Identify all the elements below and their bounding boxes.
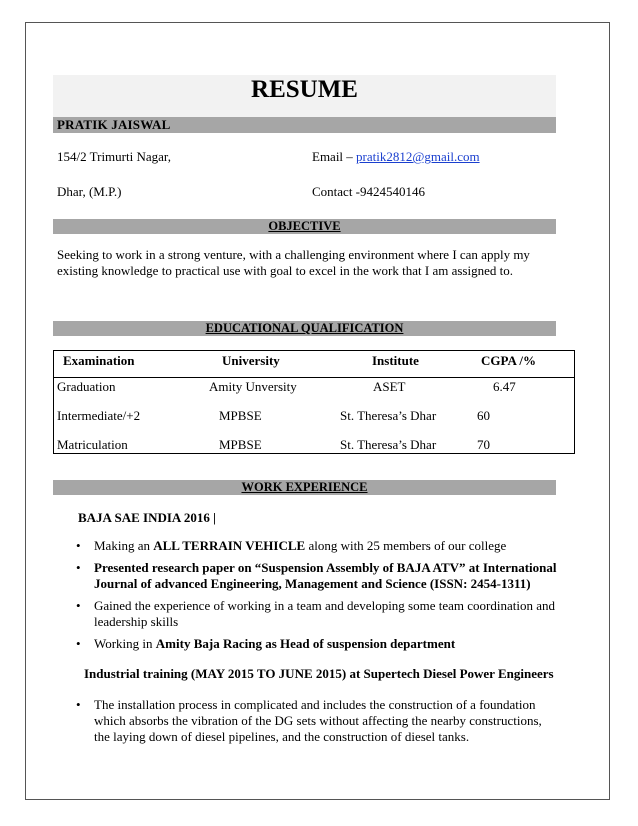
resume-title: RESUME	[251, 76, 358, 103]
table-cell: MPBSE	[219, 408, 262, 423]
table-cell: 70	[477, 437, 490, 452]
bullet-icon: •	[76, 560, 81, 575]
table-header-divider	[53, 377, 575, 378]
list-item: • Making an ALL TERRAIN VEHICLE along with 25 members of our college	[76, 538, 507, 553]
list-item: • Working in Amity Baja Racing as Head of suspension department	[76, 636, 456, 651]
table-cell: Graduation	[57, 379, 116, 394]
table-cell: Matriculation	[57, 437, 128, 452]
industrial-bullet-list	[74, 697, 560, 751]
candidate-name: PRATIK JAISWAL	[57, 117, 171, 132]
col-header-examination: Examination	[63, 353, 135, 368]
objective-text: Seeking to work in a strong venture, with a challenging environment where I can apply my existing knowledge to practical use with goal to excel in the work that I am assigned to.	[57, 247, 530, 278]
objective-heading: OBJECTIVE	[268, 219, 341, 233]
table-cell: MPBSE	[219, 437, 262, 452]
baja-heading: BAJA SAE INDIA 2016 |	[78, 510, 216, 525]
address-line-2: Dhar, (M.P.)	[57, 184, 122, 199]
email-link[interactable]: pratik2812@gmail.com	[356, 149, 480, 164]
table-cell: 60	[477, 408, 490, 423]
col-header-institute: Institute	[372, 353, 419, 368]
work-heading: WORK EXPERIENCE	[241, 480, 368, 494]
table-cell: Intermediate/+2	[57, 408, 141, 423]
industrial-heading: Industrial training (MAY 2015 TO JUNE 2015) at Supertech Diesel Power Engineers	[84, 666, 554, 681]
list-item: • The installation process in complicated and includes the construction of a foundation which absorbs the vibration of the DG sets without affecting the nearby constructions, the laying down of diesel pipelines, and the construction of diesel tanks.	[76, 697, 542, 744]
contact-phone: Contact -9424540146	[312, 184, 426, 199]
list-item: • Gained the experience of working in a team and developing some team coordination and leadership skills	[76, 598, 555, 629]
table-cell: Amity Unversity	[209, 379, 297, 394]
address-line-1: 154/2 Trimurti Nagar,	[57, 149, 171, 164]
list-item: • Presented research paper on “Suspension Assembly of BAJA ATV” at International Journal of advanced Engineering, Management and Science (ISSN: 2454-1311)	[76, 560, 557, 591]
bullet-icon: •	[76, 697, 81, 712]
email-label: Email –	[312, 149, 357, 164]
email-line	[312, 148, 480, 165]
table-cell: St. Theresa’s Dhar	[340, 408, 437, 423]
education-heading: EDUCATIONAL QUALIFICATION	[205, 321, 404, 335]
bullet-icon: •	[76, 636, 81, 651]
baja-bullet-list	[74, 538, 560, 658]
table-cell: ASET	[373, 379, 406, 394]
col-header-university: University	[222, 353, 280, 368]
bullet-icon: •	[76, 598, 81, 613]
col-header-cgpa: CGPA /%	[481, 353, 537, 368]
bullet-icon: •	[76, 538, 81, 553]
table-cell: 6.47	[493, 379, 516, 394]
table-cell: St. Theresa’s Dhar	[340, 437, 437, 452]
